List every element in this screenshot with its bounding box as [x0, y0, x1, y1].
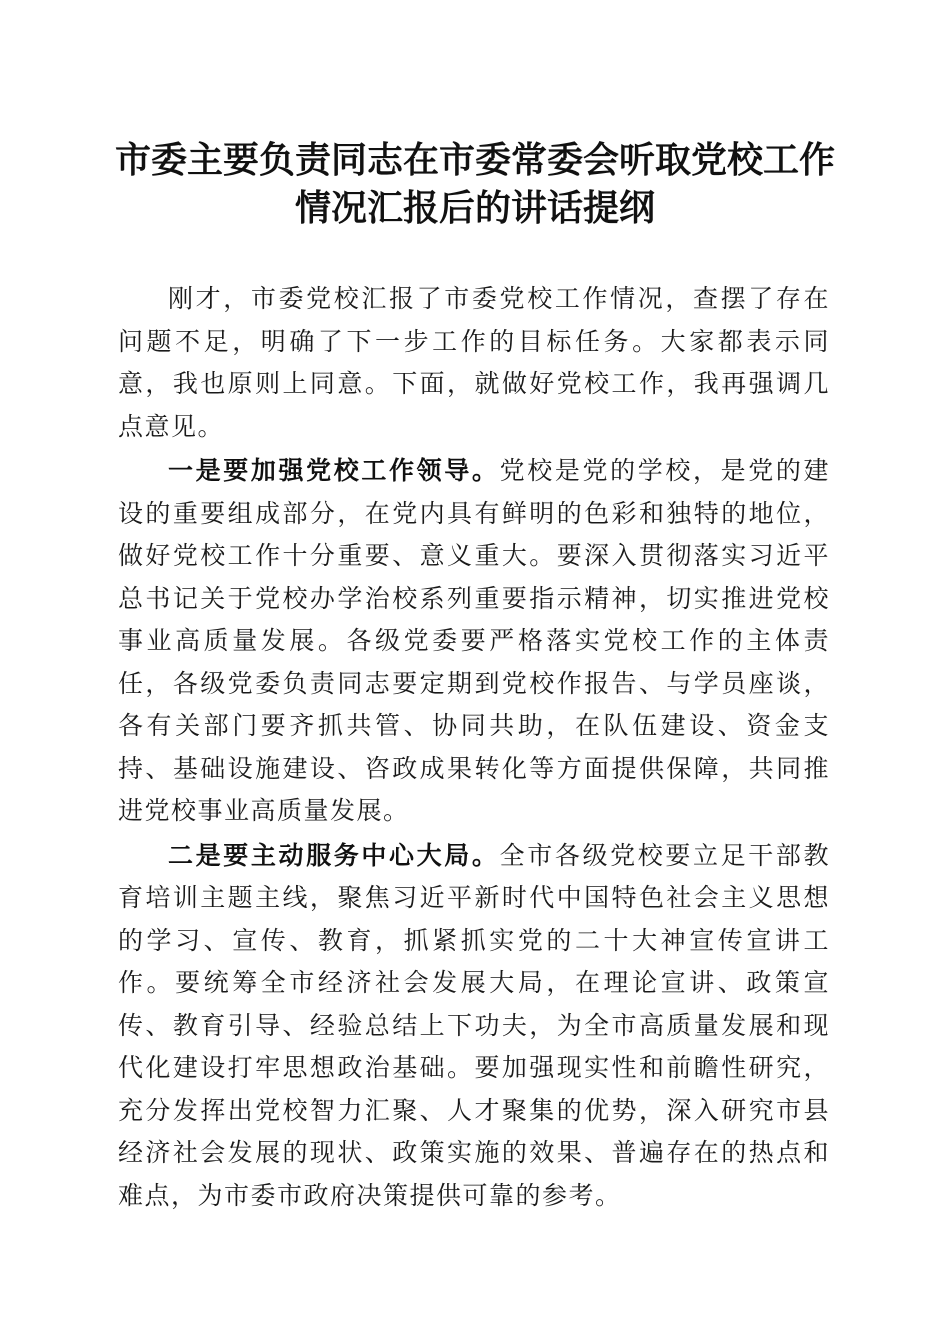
- document-body: [118, 278, 830, 1217]
- paragraph-point-2-heading: 二是要主动服务中心大局。: [168, 840, 500, 870]
- title-line-2: 情况汇报后的讲话提纲: [294, 187, 655, 229]
- paragraph-point-1-heading: 一是要加强党校工作领导。: [168, 456, 500, 485]
- paragraph-intro: [118, 278, 830, 448]
- paragraph-point-1: [118, 450, 830, 833]
- paragraph-point-2: [118, 835, 830, 1218]
- paragraph-intro-text: 刚才，市委党校汇报了市委党校工作情况，查摆了存在问题不足，明确了下一步工作的目标任务。大家都表示同意，我也原则上同意。下面，就做好党校工作，我再强调几点意见。: [118, 284, 830, 441]
- document-title: [100, 136, 850, 232]
- paragraph-point-2-text: 全市各级党校要立足干部教育培训主题主线，聚焦习近平新时代中国特色社会主义思想的学习、宣传、教育，抓紧抓实党的二十大神宣传宣讲工作。要统筹全市经济社会发展大局，在理论宣讲、政策宣传、教育引导、经验总结上下功夫，为全市高质量发展和现代化建设打牢思想政治基础。要加强现实性和前瞻性研究，充分发挥出党校智力汇聚、人才聚集的优势，深入研究市县经济社会发展的现状、政策实施的效果、普遍存在的热点和难点，为市委市政府决策提供可靠的参考。: [118, 840, 830, 1210]
- paragraph-point-1-text: 党校是党的学校，是党的建设的重要组成部分，在党内具有鲜明的色彩和独特的地位，做好党校工作十分重要、意义重大。要深入贯彻落实习近平总书记关于党校办学治校系列重要指示精神，切实推进党校事业高质量发展。各级党委要严格落实党校工作的主体责任，各级党委负责同志要定期到党校作报告、与学员座谈，各有关部门要齐抓共管、协同共助，在队伍建设、资金支持、基础设施建设、咨政成果转化等方面提供保障，共同推进党校事业高质量发展。: [118, 456, 830, 825]
- title-line-1: 市委主要负责同志在市委常委会听取党校工作: [114, 139, 835, 181]
